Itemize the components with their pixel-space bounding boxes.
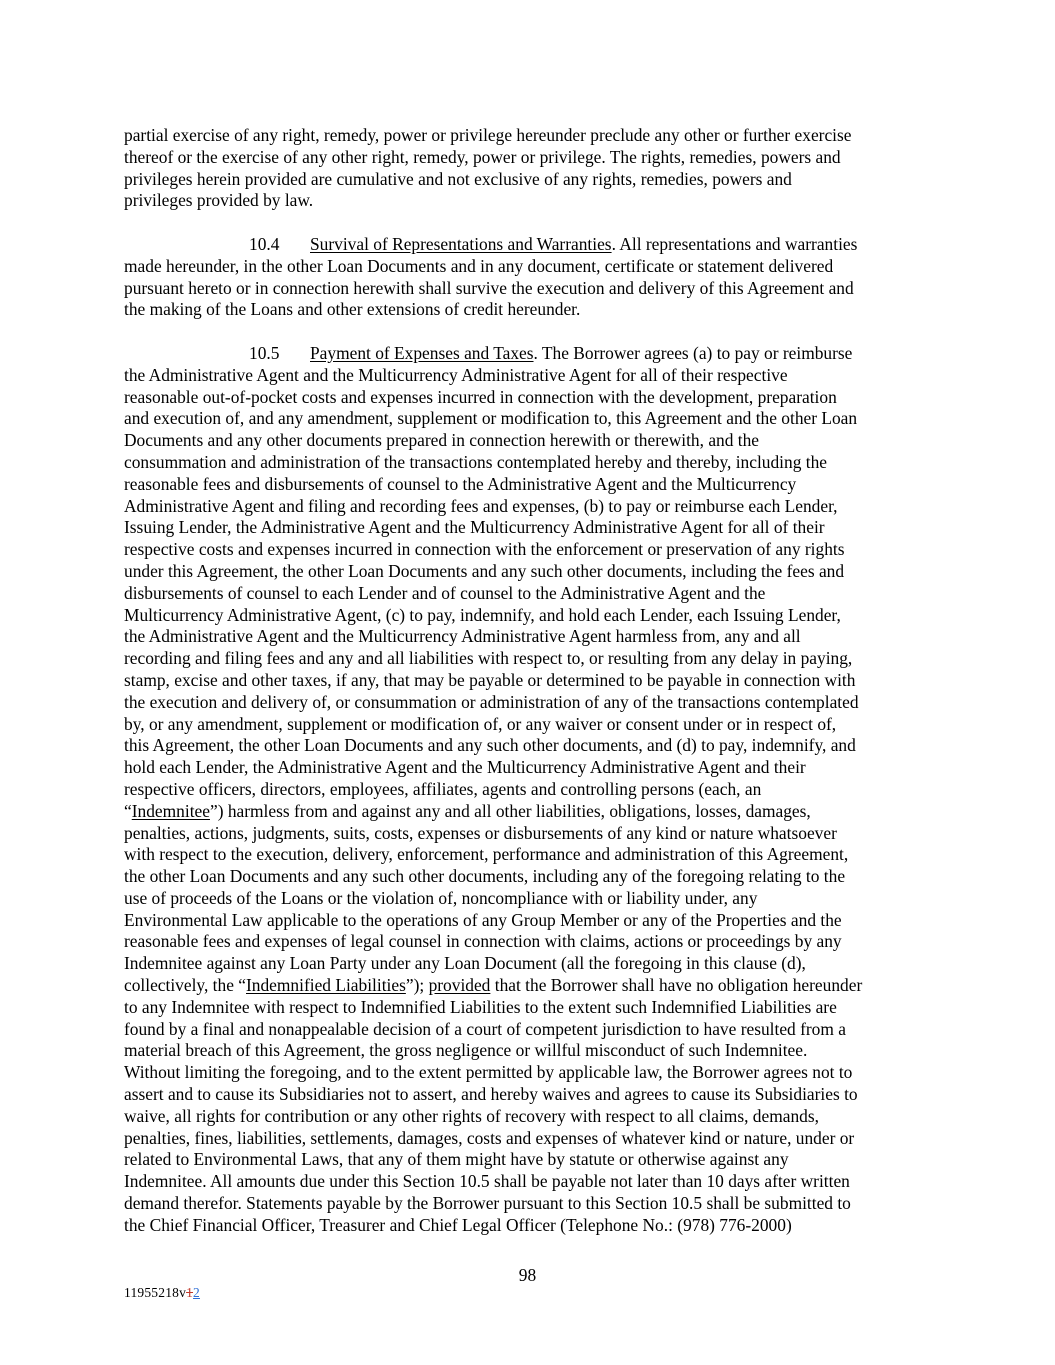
text-line: disbursements of counsel to each Lender and of counsel to the Administrative Agent and the [124,582,766,603]
text-line: demand therefor. Statements payable by the Borrower pursuant to this Section 10.5 shall be submitted to [124,1193,851,1214]
text-line: privileges provided by law. [124,190,314,211]
text-line: penalties, fines, liabilities, settlements, damages, costs and expenses of whatever kind or nature, under or [124,1127,855,1148]
text-line: the making of the Loans and other extensions of credit hereunder. [124,299,581,320]
doc-id-base: 11955218v [124,1285,187,1300]
text-line: under this Agreement, the other Loan Documents and any such other documents, including the fees and [124,560,845,581]
provided-term: provided [428,975,491,996]
text-line: Documents and any other documents prepared in connection herewith or therewith, and the [124,430,760,451]
text-line: by, or any amendment, supplement or modification of, or any waiver or consent under or in respect of, [124,713,837,734]
section-10-5-lines-a [124,365,936,801]
text-line: Without limiting the foregoing, and to the extent permitted by applicable law, the Borrower agrees not to [124,1062,853,1083]
text-line: the Administrative Agent and the Multicurrency Administrative Agent harmless from, any and all [124,626,801,647]
text-line: Administrative Agent and filing and recording fees and expenses, (b) to pay or reimburse each Lender, [124,495,838,516]
text-line: stamp, excise and other taxes, if any, that may be payable or determined to be payable in connection with [124,669,856,690]
document-id [124,1285,200,1301]
text-line: reasonable out-of-pocket costs and expenses incurred in connection with the development, preparation [124,386,837,407]
indemnified-line [124,975,936,997]
indemnitee-rest: ”) harmless from and against any and all other liabilities, obligations, losses, damages, [209,800,811,821]
document-body [124,125,936,1258]
text-line: made hereunder, in the other Loan Documents and in any document, certificate or statement delivered [124,255,834,276]
text-line: material breach of this Agreement, the gross negligence or willful misconduct of such Indemnitee. [124,1040,808,1061]
defined-term-indemnified-liabilities: Indemnified Liabilities [246,975,406,996]
section-10-4 [124,234,936,321]
section-10-5-lines-c [124,997,936,1237]
text-line: and execution of, and any amendment, supplement or modification to, this Agreement and the other Loan [124,408,858,429]
text-line: recording and filing fees and any and all liabilities with respect to, or resulting from any delay in paying, [124,648,853,669]
section-10-5-first-line [124,343,936,365]
text-line: Indemnitee. All amounts due under this Section 10.5 shall be payable not later than 10 days after written [124,1171,850,1192]
provided-rest: that the Borrower shall have no obligation hereunder [490,975,863,996]
text-line: privileges herein provided are cumulative and not exclusive of any rights, remedies, powers and [124,168,792,189]
text-line: Indemnitee against any Loan Party under any Loan Document (all the foregoing in this clause (d), [124,953,806,974]
section-10-5-lines-b [124,823,936,976]
doc-id-deleted: 1 [186,1285,194,1300]
indemnified-mid: ”); [405,975,429,996]
section-10-4-first-line [124,234,936,256]
text-line: this Agreement, the other Loan Documents and any such other documents, and (d) to pay, indemnify, and [124,735,856,756]
text-line: with respect to the execution, delivery, enforcement, performance and administration of this Agreement, [124,844,849,865]
text-line: penalties, actions, judgments, suits, costs, expenses or disbursements of any kind or nature whatsoever [124,822,837,843]
text-line: found by a final and nonappealable decision of a court of competent jurisdiction to have resulted from a [124,1018,846,1039]
text-line: the Administrative Agent and the Multicurrency Administrative Agent for all of their respective [124,364,788,385]
section-heading: Payment of Expenses and Taxes [310,342,534,363]
section-10-5 [124,343,936,1237]
text-line: Issuing Lender, the Administrative Agent and the Multicurrency Administrative Agent for all of their [124,517,825,538]
text-line: hold each Lender, the Administrative Agent and the Multicurrency Administrative Agent and their [124,757,806,778]
section-text: . The Borrower agrees (a) to pay or reimburse [533,342,853,363]
text-line: waive, all rights for contribution or any other rights of recovery with respect to all claims, demands, [124,1105,819,1126]
doc-id-inserted: 2 [193,1285,200,1300]
text-line: Environmental Law applicable to the operations of any Group Member or any of the Properties and the [124,909,842,930]
text-line: Multicurrency Administrative Agent, (c) to pay, indemnify, and hold each Lender, each Issuing Lender, [124,604,841,625]
text-line: the other Loan Documents and any such other documents, including any of the foregoing relating to the [124,866,846,887]
text-line: to any Indemnitee with respect to Indemnified Liabilities to the extent such Indemnified Liabilities are [124,996,837,1017]
text-line: use of proceeds of the Loans or the violation of, noncompliance with or liability under, any [124,887,758,908]
section-number: 10.5 [249,342,280,363]
paragraph-intro [124,125,936,212]
text-line: respective officers, directors, employees, affiliates, agents and controlling persons (each, an [124,778,762,799]
quote-open: “ [124,800,132,821]
text-line: respective costs and expenses incurred in connection with the enforcement or preservation of any rights [124,539,845,560]
section-heading: Survival of Representations and Warranties [310,233,612,254]
section-text: . All representations and warranties [611,233,858,254]
text-line: reasonable fees and expenses of legal counsel in connection with claims, actions or proceedings by any [124,931,842,952]
text-line: assert and to cause its Subsidiaries not to assert, and hereby waives and agrees to cause its Subsidiaries to [124,1084,858,1105]
text-line: the Chief Financial Officer, Treasurer and Chief Legal Officer (Telephone No.: (978) 776-2000) [124,1214,792,1235]
section-number: 10.4 [249,233,280,254]
text-line: related to Environmental Laws, that any of them might have by statute or otherwise against any [124,1149,789,1170]
text-line: reasonable fees and disbursements of counsel to the Administrative Agent and the Multicurrency [124,473,797,494]
indemnified-pre: collectively, the “ [124,975,246,996]
text-line: consummation and administration of the transactions contemplated hereby and thereby, including the [124,451,827,472]
text-line: pursuant hereto or in connection herewith shall survive the execution and delivery of this Agreement and [124,277,854,298]
text-line: partial exercise of any right, remedy, power or privilege hereunder preclude any other or further exercise [124,125,852,145]
text-line: the execution and delivery of, or consummation or administration of any of the transactions contemplated [124,691,859,712]
page-number: 98 [518,1265,537,1285]
text-line: thereof or the exercise of any other right, remedy, power or privilege. The rights, remedies, powers and [124,146,841,167]
defined-term-indemnitee: Indemnitee [131,800,210,821]
indemnitee-line [124,801,936,823]
